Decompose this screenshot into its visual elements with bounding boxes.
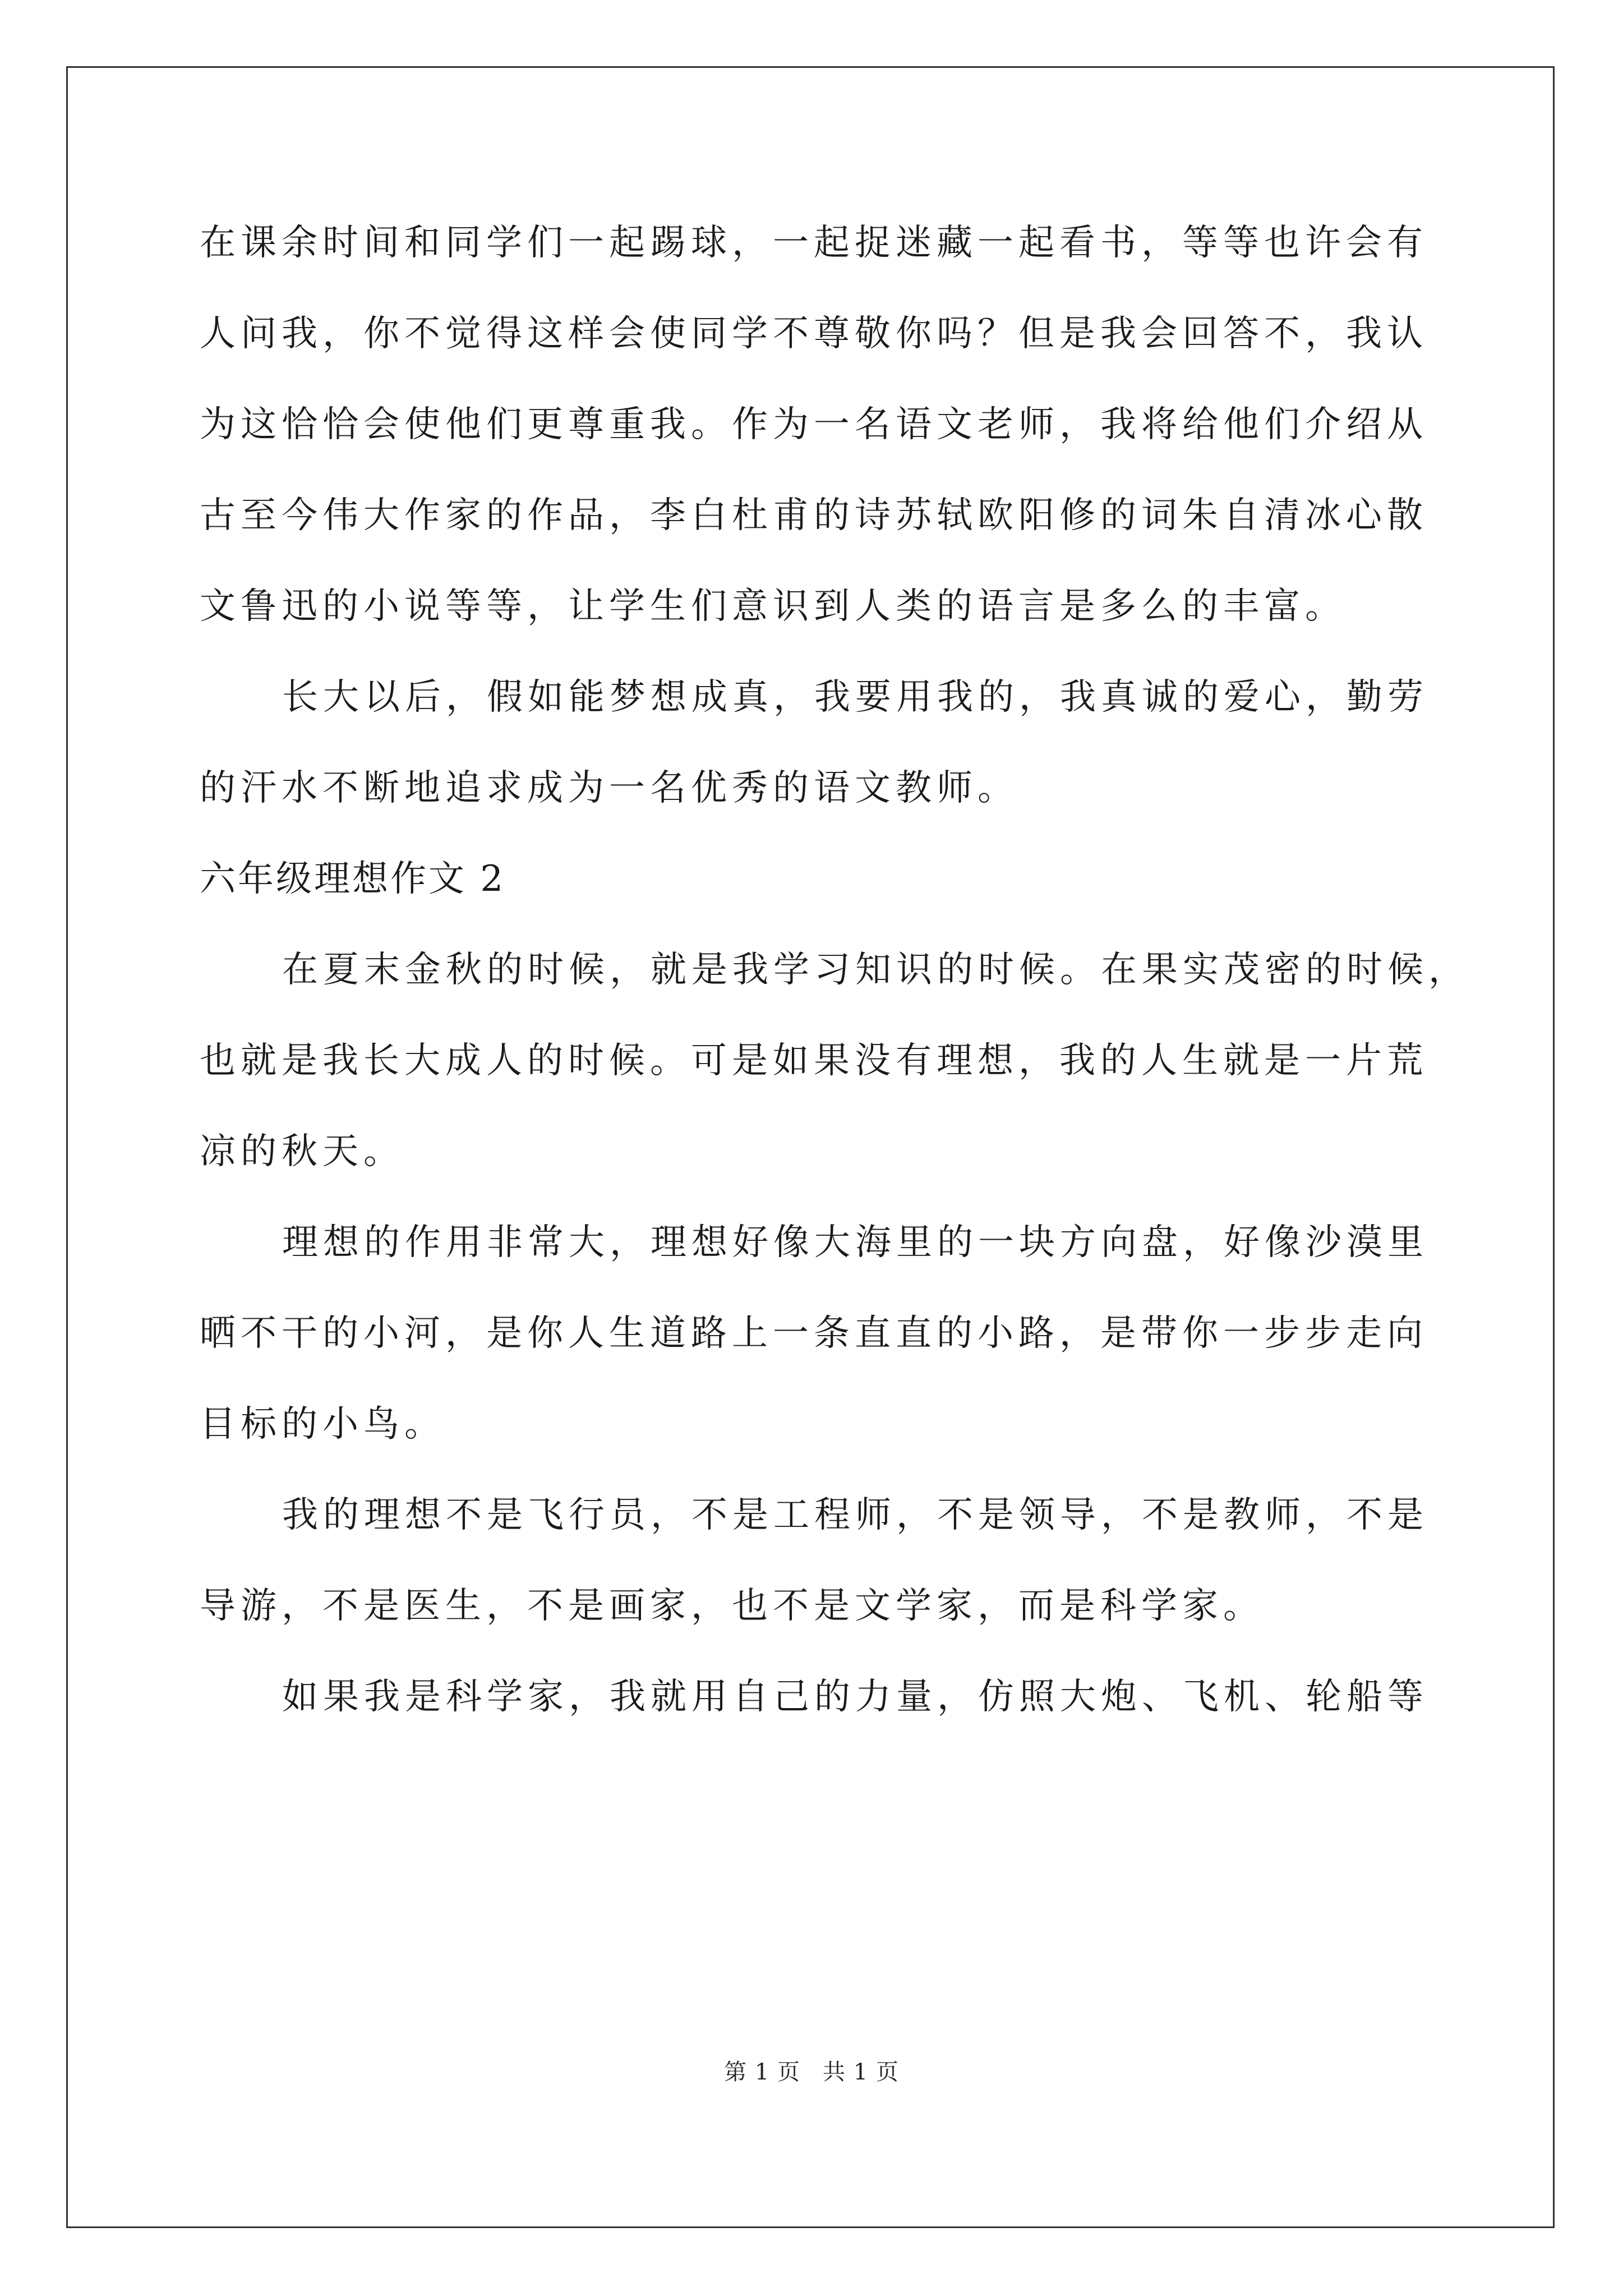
text-line-10: 也就是我长大成人的时候。可是如果没有理想，我的人生就是一片荒 xyxy=(200,1040,1428,1082)
section-heading: 六年级理想作文 2 xyxy=(200,858,506,900)
text-line-6: 长大以后，假如能梦想成真，我要用我的，我真诚的爱心，勤劳 xyxy=(282,677,1428,718)
text-line-14: 目标的小鸟。 xyxy=(200,1404,445,1445)
text-line-11: 凉的秋天。 xyxy=(200,1131,404,1172)
text-line-4: 古至今伟大作家的作品，李白杜甫的诗苏轼欧阳修的词朱自清冰心散 xyxy=(200,495,1428,536)
text-line-2: 人问我，你不觉得这样会使同学不尊敬你吗？但是我会回答不，我认 xyxy=(200,313,1428,355)
text-line-17: 如果我是科学家，我就用自己的力量，仿照大炮、飞机、轮船等 xyxy=(282,1676,1428,1718)
text-line-15: 我的理想不是飞行员，不是工程师，不是领导，不是教师，不是 xyxy=(282,1494,1428,1536)
page-number: 第 1 页 xyxy=(724,2059,800,2085)
text-line-9: 在夏末金秋的时候，就是我学习知识的时候。在果实茂密的时候， xyxy=(282,949,1469,991)
text-line-13: 晒不干的小河，是你人生道路上一条直直的小路，是带你一步步走向 xyxy=(200,1313,1428,1354)
text-line-1: 在课余时间和同学们一起踢球，一起捉迷藏一起看书，等等也许会有 xyxy=(200,222,1428,264)
text-line-12: 理想的作用非常大，理想好像大海里的一块方向盘，好像沙漠里 xyxy=(282,1222,1428,1263)
page-footer xyxy=(0,2054,1623,2086)
text-line-7: 的汗水不断地追求成为一名优秀的语文教师。 xyxy=(200,767,1018,809)
page-total: 共 1 页 xyxy=(823,2059,899,2085)
text-line-5: 文鲁迅的小说等等，让学生们意识到人类的语言是多么的丰富。 xyxy=(200,586,1346,627)
text-line-16: 导游，不是医生，不是画家，也不是文学家，而是科学家。 xyxy=(200,1585,1264,1627)
document-body xyxy=(200,215,1469,1760)
text-line-3: 为这恰恰会使他们更尊重我。作为一名语文老师，我将给他们介绍从 xyxy=(200,404,1428,445)
